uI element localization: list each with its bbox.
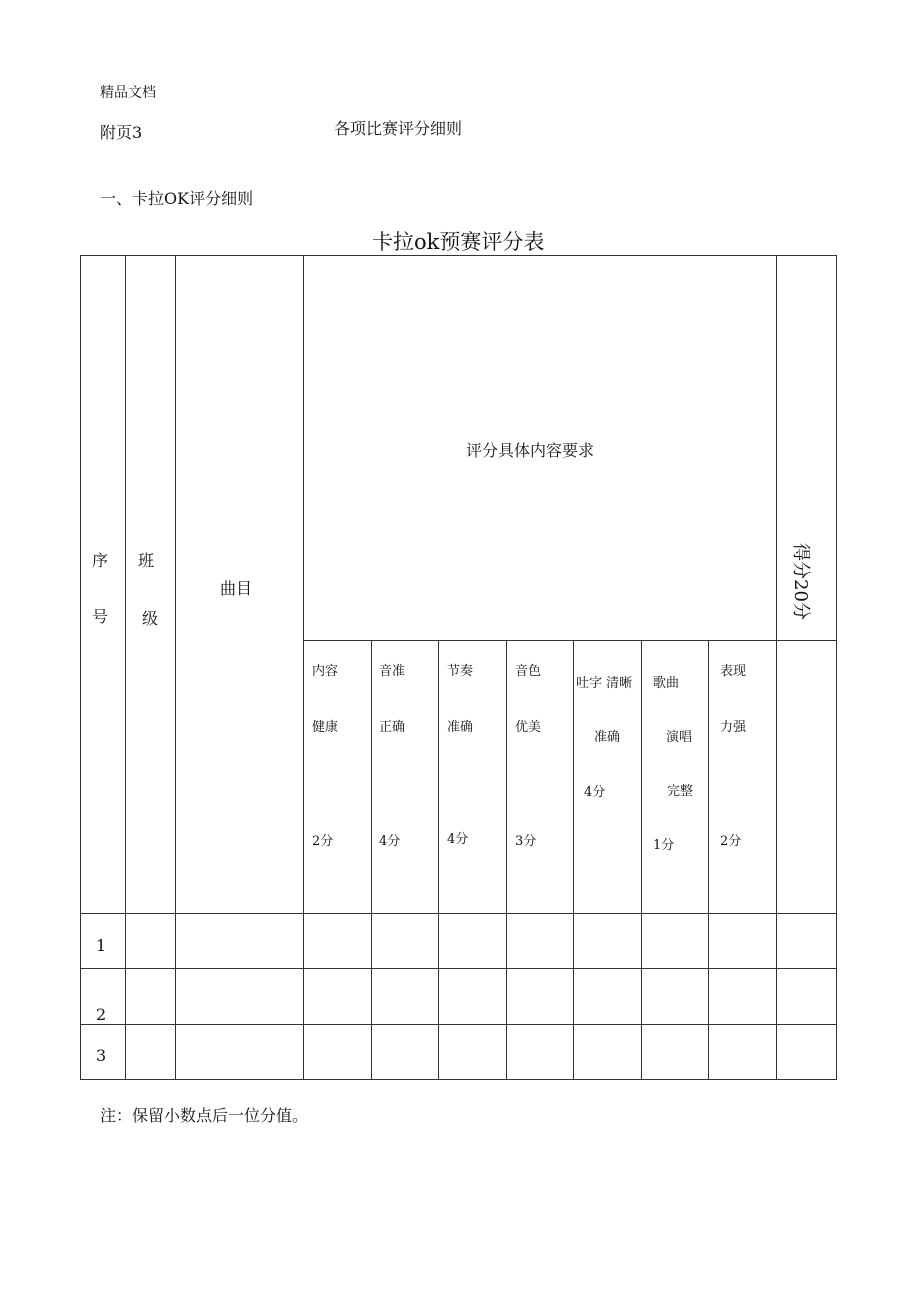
criterion-3-line1: 节奏 (447, 664, 474, 679)
criterion-1-points: 2分 (312, 834, 334, 849)
criteria-header: 评分具体内容要求 (466, 441, 595, 460)
header-bottom-line (80, 913, 837, 914)
col-line (573, 640, 574, 1080)
criterion-4-line1: 音色 (515, 664, 542, 679)
table-border-top (80, 255, 837, 256)
criterion-5-line2: 准确 (594, 730, 621, 745)
criterion-2-line1: 音准 (379, 664, 406, 679)
criterion-7-line1: 表现 (720, 664, 747, 679)
criterion-4-line2: 优美 (515, 720, 542, 735)
criterion-7-line2: 力强 (720, 720, 747, 735)
col-class-label-2: 级 (142, 609, 159, 628)
col-no-label-1: 序 (92, 551, 109, 570)
criterion-2-points: 4分 (379, 834, 401, 849)
footnote: 注：保留小数点后一位分值。 (100, 1106, 309, 1125)
criterion-1-line2: 健康 (312, 720, 339, 735)
table-border-right (836, 255, 837, 1080)
col-class-label-1: 班 (138, 551, 155, 570)
appendix-label: 附页3 (100, 123, 143, 142)
row-line (80, 968, 837, 969)
score-header: 得分20分 (790, 543, 811, 620)
criterion-7-points: 2分 (720, 834, 742, 849)
criterion-3-points: 4分 (447, 832, 469, 847)
col-line (708, 640, 709, 1080)
row-line (80, 1024, 837, 1025)
criterion-1-line1: 内容 (312, 664, 339, 679)
col-line (303, 255, 304, 1080)
criterion-4-points: 3分 (515, 834, 537, 849)
col-line (506, 640, 507, 1080)
criterion-6-line2: 演唱 (666, 730, 693, 745)
row-number: 1 (96, 936, 107, 955)
col-song-label: 曲目 (220, 579, 253, 598)
col-line (371, 640, 372, 1080)
page-title: 各项比赛评分细则 (334, 119, 463, 138)
col-line (438, 640, 439, 1080)
col-line (776, 255, 777, 1080)
col-line (125, 255, 126, 1080)
row-number: 3 (96, 1046, 107, 1065)
document-watermark: 精品文档 (100, 85, 156, 101)
table-title: 卡拉ok预赛评分表 (372, 230, 545, 254)
criteria-divider (303, 640, 837, 641)
table-border-left (80, 255, 81, 1080)
table-border-bottom (80, 1079, 837, 1080)
criterion-6-line3: 完整 (667, 784, 694, 799)
criterion-5-line1: 吐字 清晰 (576, 676, 633, 691)
row-number: 2 (96, 1005, 107, 1024)
criterion-5-points: 4分 (584, 785, 606, 800)
criterion-3-line2: 准确 (447, 720, 474, 735)
col-no-label-2: 号 (92, 607, 109, 626)
section-heading: 一、卡拉OK评分细则 (100, 189, 254, 208)
col-line (641, 640, 642, 1080)
criterion-6-line1: 歌曲 (653, 676, 680, 691)
criterion-6-points: 1分 (653, 838, 675, 853)
criterion-2-line2: 正确 (379, 720, 406, 735)
col-line (175, 255, 176, 1080)
